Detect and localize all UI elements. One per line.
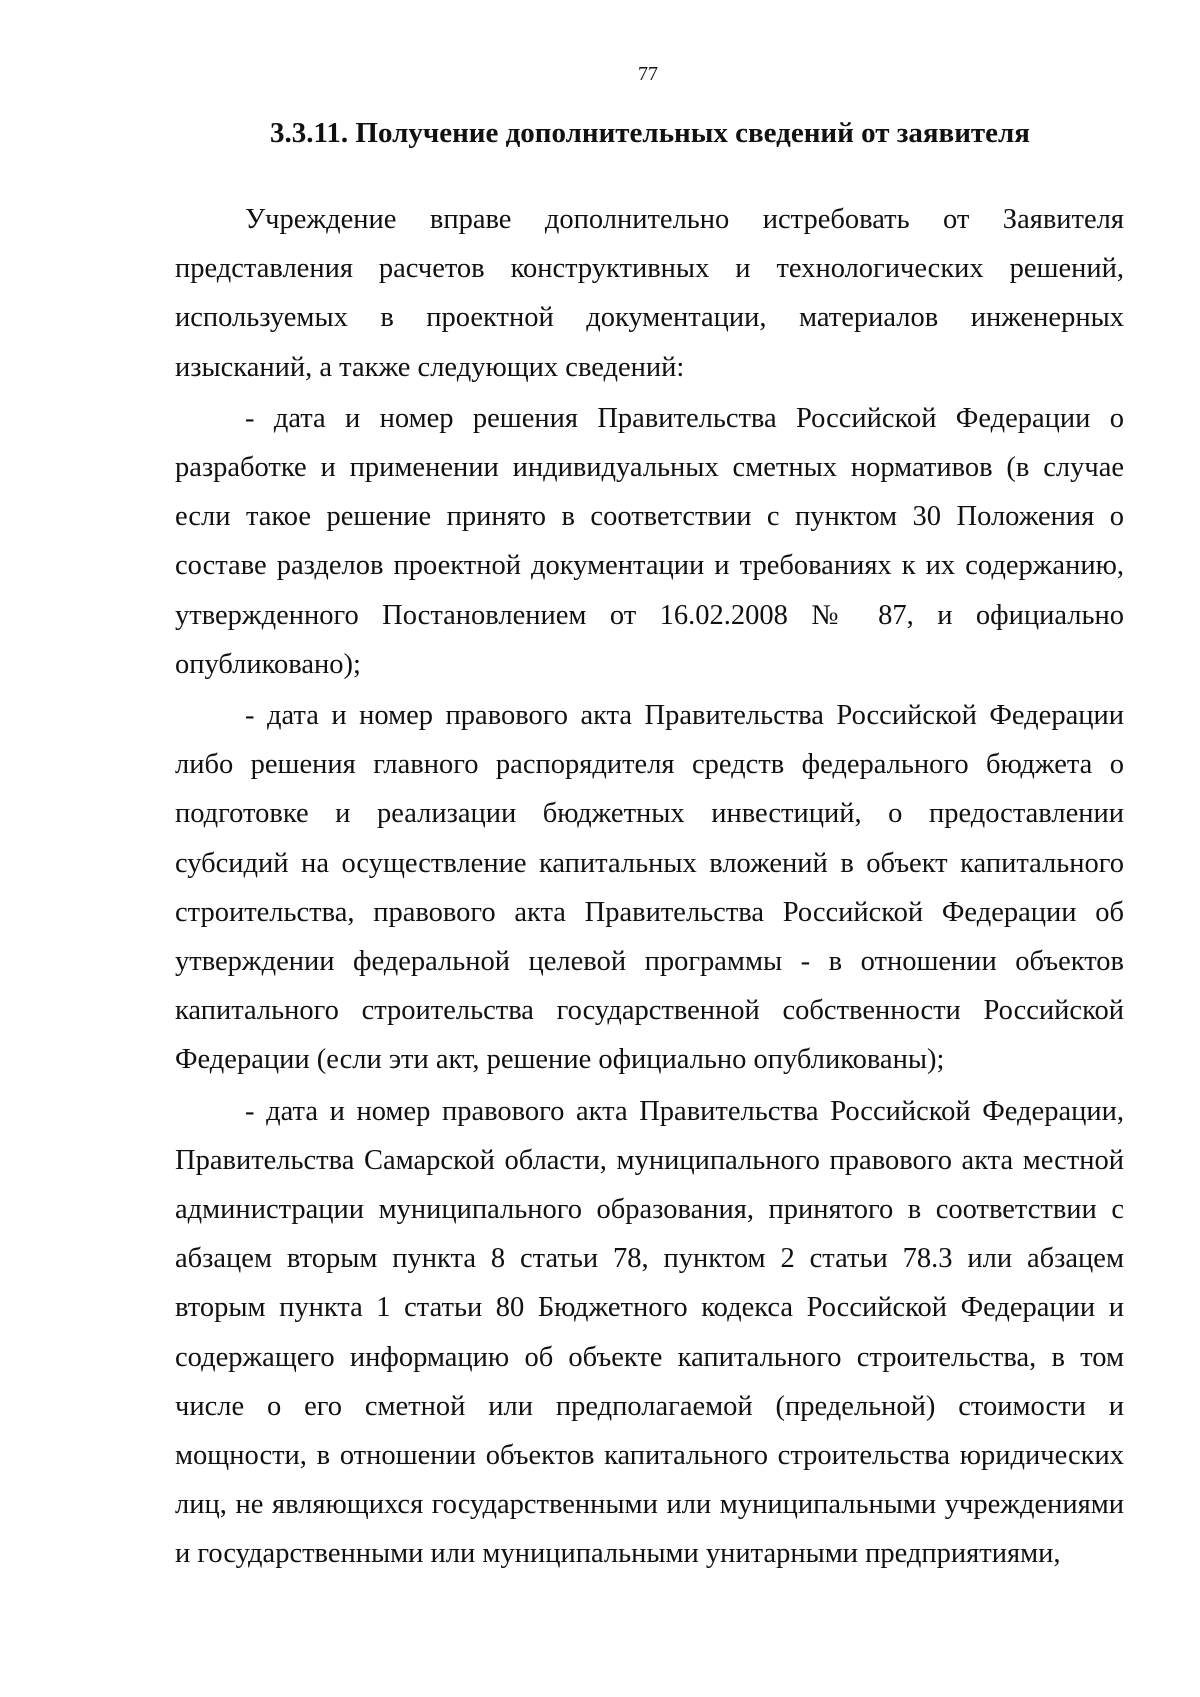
paragraph-item-3: - дата и номер правового акта Правительства Российской Федерации, Правительства Самарской области, муниципального правового акта местной администрации муниципального образования, принятого в соответствии с абзацем вторым пункта 8 статьи 78, пунктом 2 статьи 78.3 или абзацем вторым пункта 1 статьи 80 Бюджетного кодекса Российской Федерации и содержащего информацию об объекте капитального строительства, в том числе о его сметной или предполагаемой (предельной) стоимости и мощности, в отношении объектов капитального строительства юридических лиц, не являющихся государственными или муниципальными учреждениями и государственными или муниципальными унитарными предприятиями, bbox=[175, 1095, 1124, 1570]
paragraph-intro: Учреждение вправе дополнительно истребовать от Заявителя представления расчетов конструктивных и технологических решений, используемых в проектной документации, материалов инженерных изысканий, а также следующих сведений: bbox=[175, 204, 1124, 383]
page-number: 77 bbox=[638, 63, 658, 85]
paragraph-item-1: - дата и номер решения Правительства Российской Федерации о разработке и применении индивидуальных сметных нормативов (в случае если такое решение принято в соответствии с пунктом 30 Положения о составе разделов проектной документации и требованиях к их содержанию, утвержденного Постановлением от 16.02.2008 № 87, и официально опубликовано); bbox=[175, 402, 1124, 680]
document-body bbox=[175, 195, 1124, 1581]
paragraph-item-2: - дата и номер правового акта Правительства Российской Федерации либо решения главного распорядителя средств федерального бюджета о подготовке и реализации бюджетных инвестиций, о предоставлении субсидий на осуществление капитальных вложений в объект капитального строительства, правового акта Правительства Российской Федерации об утверждении федеральной целевой программы - в отношении объектов капитального строительства государственной собственности Российской Федерации (если эти акт, решение официально опубликованы); bbox=[175, 700, 1124, 1076]
section-heading: 3.3.11. Получение дополнительных сведений от заявителя bbox=[270, 117, 1030, 149]
